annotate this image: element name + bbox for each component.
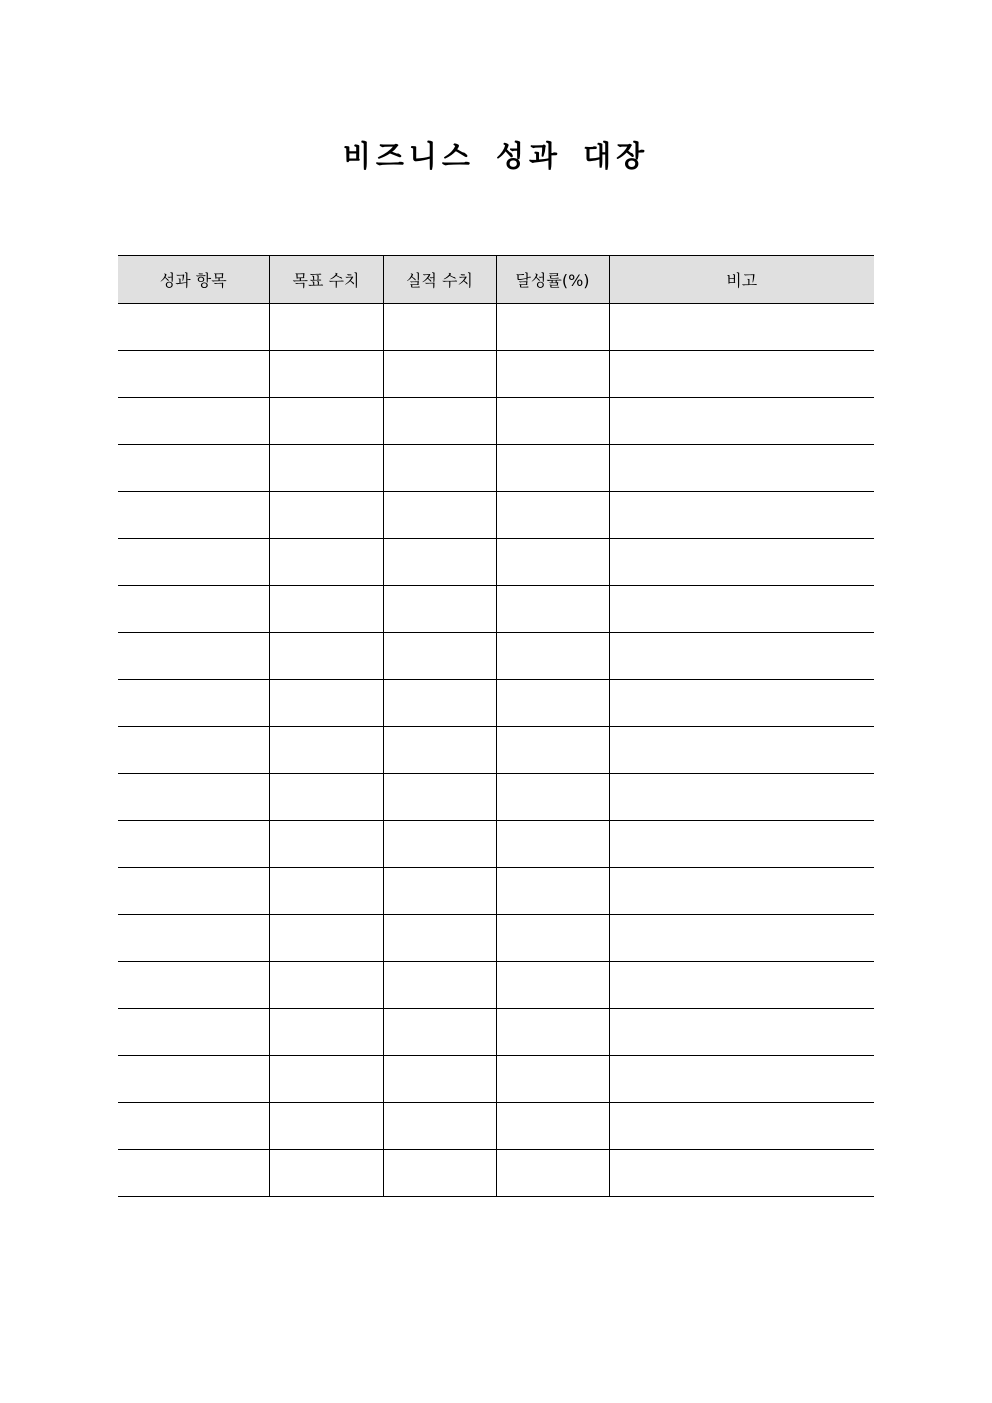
cell-actual[interactable] [383,868,496,915]
column-header-remarks: 비고 [609,256,874,304]
cell-remarks[interactable] [609,962,874,1009]
cell-achievement-rate[interactable] [496,868,609,915]
cell-target[interactable] [269,1009,383,1056]
cell-achievement-rate[interactable] [496,445,609,492]
cell-item[interactable] [118,398,269,445]
cell-achievement-rate[interactable] [496,304,609,351]
cell-target[interactable] [269,1103,383,1150]
cell-remarks[interactable] [609,586,874,633]
cell-achievement-rate[interactable] [496,398,609,445]
cell-remarks[interactable] [609,1009,874,1056]
cell-achievement-rate[interactable] [496,727,609,774]
page-title: 비즈니스 성과 대장 [342,139,650,173]
cell-item[interactable] [118,868,269,915]
table-row [118,727,874,774]
cell-actual[interactable] [383,351,496,398]
table-row [118,539,874,586]
cell-item[interactable] [118,633,269,680]
table-row [118,351,874,398]
cell-actual[interactable] [383,727,496,774]
cell-actual[interactable] [383,1009,496,1056]
cell-target[interactable] [269,445,383,492]
cell-target[interactable] [269,492,383,539]
cell-item[interactable] [118,586,269,633]
table-row [118,1103,874,1150]
column-header-achievement-rate: 달성률(%) [496,256,609,304]
cell-remarks[interactable] [609,633,874,680]
cell-remarks[interactable] [609,304,874,351]
cell-target[interactable] [269,304,383,351]
cell-achievement-rate[interactable] [496,821,609,868]
cell-achievement-rate[interactable] [496,915,609,962]
cell-target[interactable] [269,868,383,915]
cell-target[interactable] [269,680,383,727]
cell-target[interactable] [269,915,383,962]
cell-remarks[interactable] [609,1056,874,1103]
cell-actual[interactable] [383,774,496,821]
cell-achievement-rate[interactable] [496,1009,609,1056]
table-row [118,962,874,1009]
cell-target[interactable] [269,727,383,774]
cell-actual[interactable] [383,962,496,1009]
cell-remarks[interactable] [609,492,874,539]
cell-item[interactable] [118,445,269,492]
cell-target[interactable] [269,351,383,398]
cell-target[interactable] [269,586,383,633]
cell-achievement-rate[interactable] [496,539,609,586]
cell-item[interactable] [118,492,269,539]
cell-target[interactable] [269,1056,383,1103]
cell-actual[interactable] [383,821,496,868]
table-body [118,304,874,1197]
cell-target[interactable] [269,821,383,868]
cell-actual[interactable] [383,539,496,586]
cell-item[interactable] [118,304,269,351]
cell-item[interactable] [118,774,269,821]
cell-achievement-rate[interactable] [496,633,609,680]
cell-achievement-rate[interactable] [496,1103,609,1150]
cell-item[interactable] [118,1056,269,1103]
cell-item[interactable] [118,1103,269,1150]
table-row [118,586,874,633]
cell-item[interactable] [118,1150,269,1197]
cell-remarks[interactable] [609,680,874,727]
cell-item[interactable] [118,821,269,868]
cell-target[interactable] [269,633,383,680]
cell-achievement-rate[interactable] [496,351,609,398]
cell-actual[interactable] [383,398,496,445]
cell-actual[interactable] [383,633,496,680]
cell-achievement-rate[interactable] [496,774,609,821]
cell-target[interactable] [269,774,383,821]
cell-remarks[interactable] [609,868,874,915]
cell-remarks[interactable] [609,445,874,492]
cell-achievement-rate[interactable] [496,492,609,539]
table-row [118,492,874,539]
cell-remarks[interactable] [609,351,874,398]
table-row [118,868,874,915]
cell-remarks[interactable] [609,398,874,445]
table-row [118,633,874,680]
cell-remarks[interactable] [609,821,874,868]
cell-target[interactable] [269,962,383,1009]
cell-item[interactable] [118,727,269,774]
cell-item[interactable] [118,680,269,727]
column-header-target: 목표 수치 [269,256,383,304]
table-row [118,680,874,727]
cell-actual[interactable] [383,304,496,351]
cell-target[interactable] [269,398,383,445]
performance-ledger-table [118,255,874,1197]
table-row [118,774,874,821]
table-header-row [118,256,874,304]
cell-target[interactable] [269,1150,383,1197]
cell-remarks[interactable] [609,1103,874,1150]
column-header-actual: 실적 수치 [383,256,496,304]
cell-achievement-rate[interactable] [496,962,609,1009]
cell-remarks[interactable] [609,774,874,821]
table-row [118,1009,874,1056]
cell-achievement-rate[interactable] [496,680,609,727]
cell-item[interactable] [118,539,269,586]
column-header-item: 성과 항목 [118,256,269,304]
cell-achievement-rate[interactable] [496,1056,609,1103]
cell-actual[interactable] [383,1103,496,1150]
cell-item[interactable] [118,351,269,398]
table-row [118,304,874,351]
cell-target[interactable] [269,539,383,586]
cell-actual[interactable] [383,445,496,492]
cell-actual[interactable] [383,915,496,962]
cell-item[interactable] [118,1009,269,1056]
table-row [118,1150,874,1197]
cell-remarks[interactable] [609,727,874,774]
cell-actual[interactable] [383,492,496,539]
cell-item[interactable] [118,915,269,962]
cell-remarks[interactable] [609,539,874,586]
table-row [118,915,874,962]
cell-achievement-rate[interactable] [496,586,609,633]
cell-item[interactable] [118,962,269,1009]
cell-actual[interactable] [383,1056,496,1103]
cell-achievement-rate[interactable] [496,1150,609,1197]
cell-actual[interactable] [383,1150,496,1197]
table-row [118,398,874,445]
table-row [118,821,874,868]
cell-actual[interactable] [383,586,496,633]
cell-remarks[interactable] [609,915,874,962]
cell-remarks[interactable] [609,1150,874,1197]
cell-actual[interactable] [383,680,496,727]
table-row [118,1056,874,1103]
table-row [118,445,874,492]
